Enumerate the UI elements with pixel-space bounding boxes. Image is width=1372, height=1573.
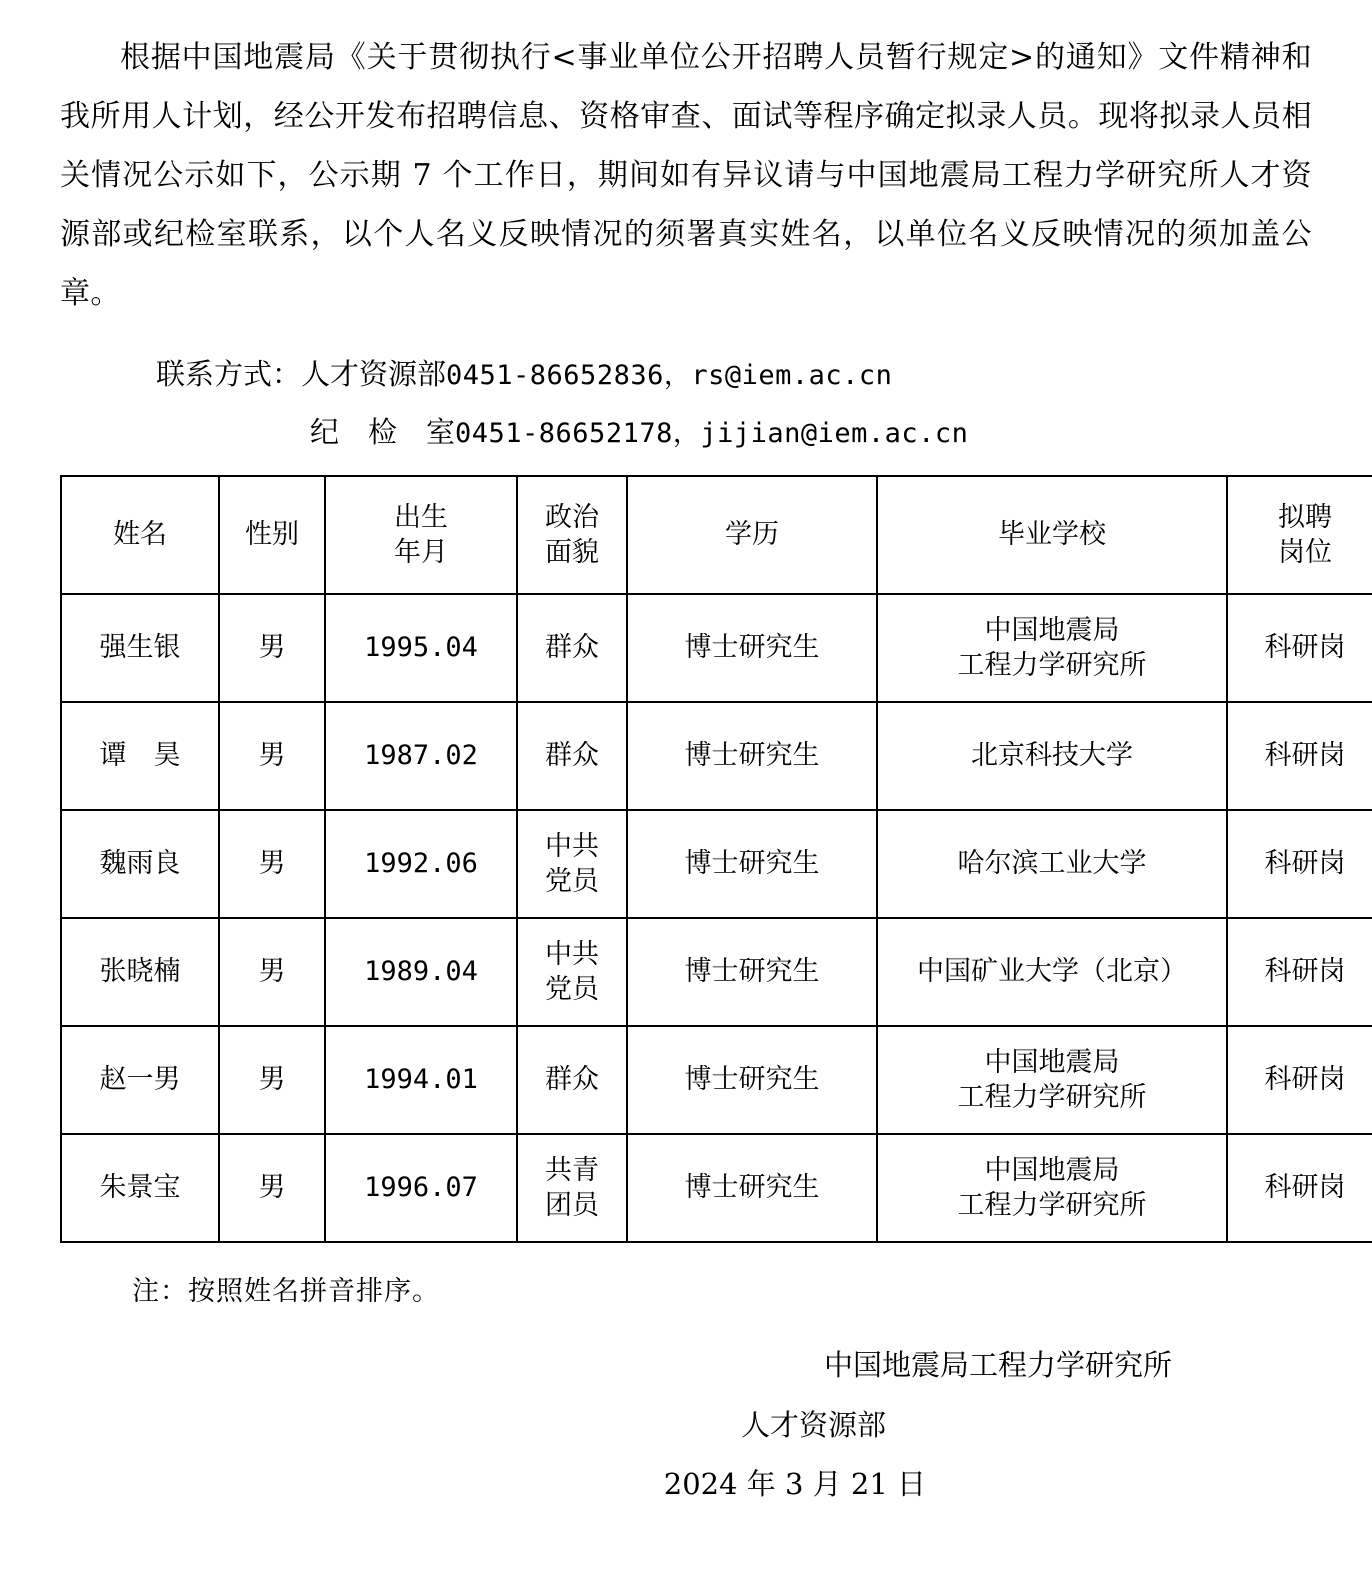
header-political [517,476,627,594]
cell-post: 科研岗 [1227,1134,1372,1242]
cell-school-line1: 中国地震局 [984,1155,1120,1187]
header-name: 姓名 [61,476,219,594]
table-row [61,810,1372,918]
cell-name: 魏雨良 [61,810,219,918]
header-birth-line2: 年月 [394,537,448,569]
cell-degree: 博士研究生 [627,918,877,1026]
cell-political-line1: 中共 [545,831,599,863]
cell-school-line2: 工程力学研究所 [957,1082,1147,1114]
cell-name: 朱景宝 [61,1134,219,1242]
cell-school [877,1134,1227,1242]
cell-political [517,918,627,1026]
signature-date: 2024 年 3 月 21 日 [663,1467,926,1502]
cell-school: 北京科技大学 [877,702,1227,810]
cell-gender: 男 [219,1026,325,1134]
signature-block [60,1336,1312,1514]
cell-political: 群众 [517,1026,627,1134]
cell-political-line1: 中共 [545,939,599,971]
table-row [61,594,1372,702]
cell-political-line2: 团员 [545,1190,599,1222]
cell-political: 群众 [517,702,627,810]
cell-name: 张晓楠 [61,918,219,1026]
cell-gender: 男 [219,594,325,702]
cell-post: 科研岗 [1227,702,1372,810]
cell-school-line2: 工程力学研究所 [957,1190,1147,1222]
cell-school [877,594,1227,702]
header-post-line1: 拟聘 [1278,502,1332,534]
header-post [1227,476,1372,594]
cell-birth: 1987.02 [325,702,517,810]
table-body [61,594,1372,1242]
cell-degree: 博士研究生 [627,810,877,918]
announcement-paragraph: 根据中国地震局《关于贯彻执行<事业单位公开招聘人员暂行规定>的通知》文件精神和我所用人计划，经公开发布招聘信息、资格审查、面试等程序确定拟录人员。现将拟录人员相关情况公示如下，公示期 7 个工作日，期间如有异议请与中国地震局工程力学研究所人才资源部或纪检室联系，以个人名义反映情况的须署真实姓名，以单位名义反映情况的须加盖公章。 [60,40,1312,312]
header-birth [325,476,517,594]
cell-post: 科研岗 [1227,1026,1372,1134]
cell-school-line1: 中国地震局 [984,1047,1120,1079]
contact-line-discipline [60,403,1312,461]
contact-label-discipline: 纪 检 室 [310,415,456,450]
contact-value-hr: 0451-86652836，rs@iem.ac.cn [446,360,893,392]
cell-political-line2: 党员 [545,974,599,1006]
cell-birth: 1992.06 [325,810,517,918]
cell-birth: 1989.04 [325,918,517,1026]
header-degree: 学历 [627,476,877,594]
cell-gender: 男 [219,702,325,810]
cell-school: 哈尔滨工业大学 [877,810,1227,918]
cell-gender: 男 [219,1134,325,1242]
cell-post: 科研岗 [1227,918,1372,1026]
cell-name: 强生银 [61,594,219,702]
signature-org: 中国地震局工程力学研究所 [823,1348,1172,1383]
cell-degree: 博士研究生 [627,702,877,810]
cell-post: 科研岗 [1227,594,1372,702]
cell-political-line2: 党员 [545,866,599,898]
header-post-line2: 岗位 [1278,537,1332,569]
cell-school-line2: 工程力学研究所 [957,650,1147,682]
header-birth-line1: 出生 [394,502,448,534]
table-header-row [61,476,1372,594]
cell-school-line1: 中国地震局 [984,615,1120,647]
cell-name: 谭 昊 [61,702,219,810]
cell-political: 群众 [517,594,627,702]
cell-birth: 1995.04 [325,594,517,702]
table-row [61,1026,1372,1134]
contact-label-hr: 联系方式：人才资源部 [156,357,447,392]
contact-line-hr [60,345,1312,403]
cell-name: 赵一男 [61,1026,219,1134]
cell-degree: 博士研究生 [627,594,877,702]
cell-political [517,1134,627,1242]
cell-political [517,810,627,918]
header-political-line2: 面貌 [545,537,599,569]
table-row [61,1134,1372,1242]
header-political-line1: 政治 [545,502,599,534]
header-gender: 性别 [219,476,325,594]
contact-block [60,345,1312,461]
cell-birth: 1994.01 [325,1026,517,1134]
signature-dept: 人才资源部 [740,1407,886,1442]
cell-degree: 博士研究生 [627,1026,877,1134]
cell-degree: 博士研究生 [627,1134,877,1242]
contact-value-discipline: 0451-86652178，jijian@iem.ac.cn [455,418,969,450]
cell-political-line1: 共青 [545,1155,599,1187]
table-note: 注：按照姓名拼音排序。 [132,1276,440,1308]
cell-post: 科研岗 [1227,810,1372,918]
cell-birth: 1996.07 [325,1134,517,1242]
cell-school: 中国矿业大学（北京） [877,918,1227,1026]
cell-gender: 男 [219,810,325,918]
header-school: 毕业学校 [877,476,1227,594]
table-row [61,702,1372,810]
table-header [61,476,1372,594]
cell-school [877,1026,1227,1134]
table-row [61,918,1372,1026]
announcement-body [60,28,1312,323]
candidates-table [60,475,1372,1243]
cell-gender: 男 [219,918,325,1026]
